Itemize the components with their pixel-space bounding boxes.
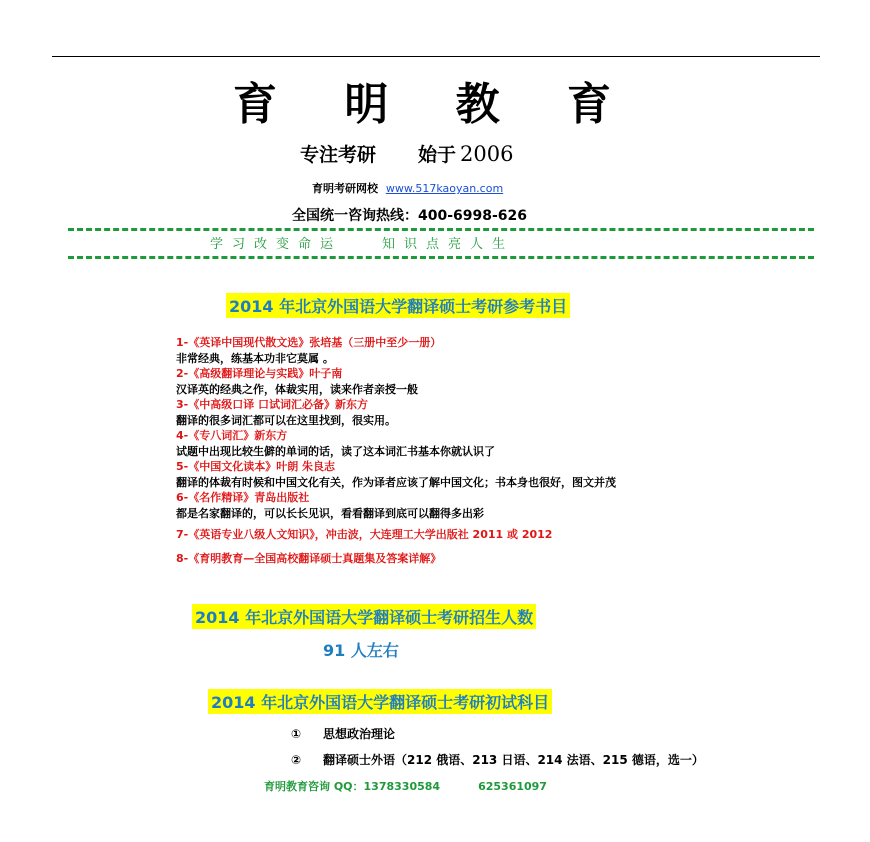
motto-right: 知识点亮人生 — [382, 237, 515, 252]
site-line — [312, 180, 503, 196]
dashed-divider-bottom — [68, 256, 814, 259]
site-link[interactable]: www.517kaoyan.com — [385, 182, 504, 195]
slogan-part1: 专注考研 — [300, 144, 377, 166]
subject-text: 翻译硕士外语（212 俄语、213 日语、214 法语、215 德语，选一） — [323, 753, 704, 767]
brand-title: 育 明 教 育 — [233, 79, 637, 130]
subject-number: ② — [291, 753, 302, 767]
section-title-enrollment: 2014 年北京外国语大学翻译硕士考研招生人数 — [192, 604, 536, 629]
book-note: 试题中出现比较生僻的单词的话，读了这本词汇书基本你就认识了 — [176, 445, 495, 458]
contact-label: 育明教育咨询 QQ： — [264, 780, 364, 793]
contact-line — [264, 778, 547, 794]
subject-item — [291, 721, 704, 747]
book-title: 6-《名作精译》青岛出版社 — [176, 491, 310, 504]
book-title: 7-《英语专业八级人文知识》，冲击波，大连理工大学出版社 2011 或 2012 — [176, 528, 553, 541]
slogan-part2: 始于 — [418, 144, 457, 166]
section-title-subjects: 2014 年北京外国语大学翻译硕士考研初试科目 — [208, 689, 552, 714]
book-title: 4-《专八词汇》新东方 — [176, 429, 288, 442]
motto — [210, 233, 514, 252]
subject-number: ① — [291, 727, 302, 741]
book-title: 2-《高级翻译理论与实践》叶子南 — [176, 367, 343, 380]
subject-item — [291, 747, 704, 773]
qq-number-1: 1378330584 — [363, 780, 441, 793]
book-title: 3-《中高级口译 口试词汇必备》新东方 — [176, 398, 369, 411]
qq-number-2: 625361097 — [478, 780, 547, 793]
book-title: 8-《育明教育—全国高校翻译硕士真题集及答案详解》 — [176, 552, 442, 565]
subject-list — [291, 721, 704, 773]
book-note: 都是名家翻译的，可以长长见识，看看翻译到底可以翻得多出彩 — [176, 507, 484, 520]
book-note: 非常经典，练基本功非它莫属 。 — [176, 352, 334, 365]
header-rule — [52, 56, 820, 57]
book-note: 翻译的体裁有时候和中国文化有关，作为译者应该了解中国文化；书本身也很好，图文并茂 — [176, 476, 616, 489]
book-title: 5-《中国文化读本》叶朗 朱良志 — [176, 460, 336, 473]
slogan — [300, 140, 513, 167]
slogan-year: 2006 — [460, 142, 514, 166]
section-title-books: 2014 年北京外国语大学翻译硕士考研参考书目 — [226, 293, 570, 318]
enrollment-count: 91 人左右 — [323, 641, 399, 660]
book-title: 1-《英译中国现代散文选》张培基（三册中至少一册） — [176, 336, 442, 349]
book-note: 翻译的很多词汇都可以在这里找到，很实用。 — [176, 414, 396, 427]
subject-text: 思想政治理论 — [323, 727, 396, 741]
motto-left: 学习改变命运 — [210, 237, 343, 252]
book-list — [176, 335, 816, 567]
book-note: 汉译英的经典之作，体裁实用，读来作者亲授一般 — [176, 383, 418, 396]
hotline: 全国统一咨询热线：400-6998-626 — [292, 208, 528, 224]
site-label: 育明考研网校 — [312, 182, 378, 195]
dashed-divider-top — [68, 228, 814, 231]
